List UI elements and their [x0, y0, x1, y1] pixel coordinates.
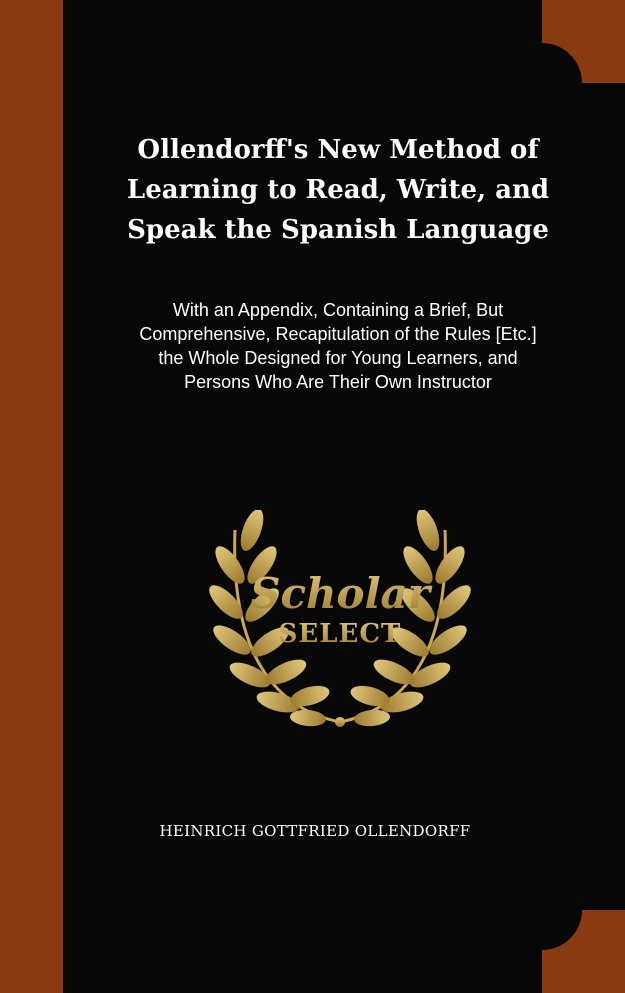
- scholar-select-emblem: [190, 510, 490, 735]
- corner-ornament-bottom: [542, 910, 625, 993]
- book-title: Ollendorff's New Method of Learning to Read, Write, and Speak the Spanish Language: [126, 135, 550, 245]
- emblem-select-text: SELECT: [278, 619, 402, 649]
- cover-spine: [0, 0, 63, 993]
- emblem-scholar-text: Scholar: [250, 569, 430, 618]
- corner-ornament-top: [542, 0, 625, 83]
- book-subtitle: With an Appendix, Containing a Brief, But Comprehensive, Recapitulation of the Rules [Etc.] the Whole Designed for Young Learners, and Persons Who Are Their Own Instructor: [139, 300, 537, 392]
- book-author: HEINRICH GOTTFRIED OLLENDORFF: [159, 822, 471, 840]
